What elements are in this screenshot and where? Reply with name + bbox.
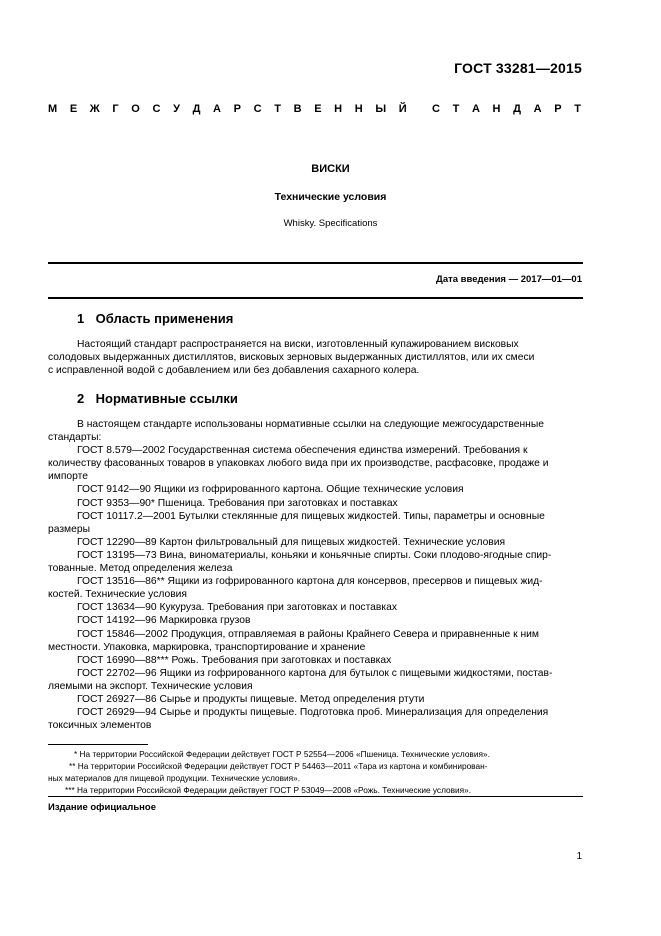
page-number: 1 — [576, 851, 582, 862]
reference-item: ГОСТ 9353—90* Пшеница. Требования при заготовках и поставках — [77, 497, 398, 509]
text-line: солодовых выдержанных дистиллятов, висковых зерновых выдержанных дистиллятов, или их смеси — [48, 352, 535, 364]
heading-letter: А — [533, 103, 542, 115]
text-line: костей. Технические условия — [48, 589, 188, 601]
reference-item: ГОСТ 15846—2002 Продукция, отправляемая в районы Крайнего Севера и приравненные к ним — [77, 628, 539, 640]
official-edition-label: Издание официальное — [48, 802, 156, 813]
heading-letter: Т — [274, 103, 281, 115]
heading-letter: Р — [554, 103, 562, 115]
divider-top — [48, 262, 583, 264]
heading-letter: Г — [112, 103, 119, 115]
heading-letter: А — [471, 103, 480, 115]
heading-letter: А — [213, 103, 221, 115]
section-number: 1 — [77, 311, 85, 326]
introduction-date: Дата введения — 2017—01—01 — [436, 274, 582, 285]
reference-item: ГОСТ 16990—88*** Рожь. Требования при заготовках и поставках — [77, 654, 392, 666]
heading-letter: Н — [354, 103, 363, 115]
reference-item: ГОСТ 13516—86** Ящики из гофрированного картона для консервов, пресервов и пищевых жид- — [77, 576, 543, 588]
text-line: размеры — [48, 523, 90, 535]
reference-item: ГОСТ 13634—90 Кукуруза. Требования при заготовках и поставках — [77, 602, 397, 614]
interstate-standard-heading — [48, 103, 581, 115]
reference-item: ГОСТ 22702—96 Ящики из гофрированного картона для бутылок с пищевыми жидкостями, постав- — [77, 667, 553, 679]
text-line: В настоящем стандарте использованы нормативные ссылки на следующие межгосударственные — [77, 419, 544, 430]
text-line: ляемыми на экспорт. Технические условия — [48, 680, 253, 692]
reference-item: ГОСТ 26927—86 Сырье и продукты пищевые. Метод определения ртути — [77, 693, 425, 705]
reference-item: ГОСТ 12290—89 Картон фильтровальный для пищевых жидкостей. Технические условия — [77, 536, 506, 548]
heading-letter: В — [293, 103, 302, 115]
section-title: Область применения — [95, 311, 234, 326]
reference-item: ГОСТ 8.579—2002 Государственная система обеспечения единства измерений. Требования к — [77, 445, 528, 457]
heading-letter: Ы — [375, 103, 387, 115]
section-title: Нормативные ссылки — [95, 391, 238, 406]
reference-item: ГОСТ 13195—73 Вина, виноматериалы, коньяки и коньячные спирты. Соки плодово-ягодные спир- — [77, 549, 552, 561]
heading-letter: Н — [492, 103, 501, 115]
heading-letter: Д — [192, 103, 201, 115]
reference-item: ГОСТ 26929—94 Сырье и продукты пищевые. Подготовка проб. Минерализация для определения — [77, 707, 549, 719]
reference-item: ГОСТ 14192—96 Маркировка грузов — [77, 615, 251, 627]
text-line: местности. Упаковка, маркировка, транспортирование и хранение — [48, 641, 366, 653]
text-line-content: Настоящий стандарт распространяется на виски, изготовленный купажированием висковых — [77, 339, 519, 350]
heading-letter: С — [431, 103, 440, 115]
heading-letter: С — [152, 103, 161, 115]
heading-letter: Е — [314, 103, 322, 115]
heading-letter: Т — [452, 103, 460, 115]
footnote: ** На территории Российской Федерации действует ГОСТ Р 54463—2011 «Тара из картона и комбинирован- — [69, 761, 488, 771]
heading-letter: Ж — [89, 103, 100, 115]
text-line: количеству фасованных товаров в упаковках любого вида при их производстве, расфасовке, продаже и — [48, 458, 549, 470]
section-heading-references — [77, 391, 238, 406]
scope-paragraph — [48, 338, 583, 377]
english-title: Whisky. Specifications — [283, 218, 378, 229]
document-code: ГОСТ 33281—2015 — [454, 60, 582, 76]
heading-letter: У — [173, 103, 180, 115]
heading-letter: Н — [334, 103, 343, 115]
text-line — [48, 338, 583, 351]
reference-item: ГОСТ 10117.2—2001 Бутылки стеклянные для пищевых жидкостей. Типы, параметры и основные — [77, 510, 545, 522]
text-line: импорте — [48, 471, 88, 483]
text-line: тованные. Метод определения железа — [48, 563, 233, 575]
edition-divider — [48, 796, 583, 797]
heading-letter: С — [253, 103, 262, 115]
reference-item: ГОСТ 9142—90 Ящики из гофрированного картона. Общие технические условия — [77, 484, 464, 496]
section-heading-scope — [77, 311, 233, 326]
document-title: ВИСКИ — [311, 163, 350, 175]
text-line: с исправленной водой с добавлением или без добавления сахарного колера. — [48, 365, 420, 377]
heading-letter: О — [131, 103, 140, 115]
footnote: ных материалов для пищевой продукции. Технические условия». — [48, 773, 301, 783]
footnote-divider — [48, 744, 148, 745]
document-subtitle: Технические условия — [274, 191, 387, 203]
footnote: * На территории Российской Федерации действует ГОСТ Р 52554—2006 «Пшеница. Технические условия». — [74, 749, 490, 759]
text-line: токсичных элементов — [48, 720, 152, 732]
heading-letter: Й — [398, 103, 407, 115]
heading-letter: М — [48, 103, 58, 115]
heading-letter: Т — [574, 103, 581, 115]
section-number: 2 — [77, 391, 85, 406]
footnote: *** На территории Российской Федерации действует ГОСТ Р 53049—2008 «Рожь. Технические условия». — [65, 785, 472, 795]
heading-letter: Д — [513, 103, 521, 115]
heading-letter: Е — [69, 103, 78, 115]
heading-letter: Р — [233, 103, 241, 115]
references-list — [48, 418, 583, 732]
footnotes — [48, 748, 583, 796]
text-line: стандарты: — [48, 432, 102, 444]
divider-bottom — [48, 297, 583, 299]
